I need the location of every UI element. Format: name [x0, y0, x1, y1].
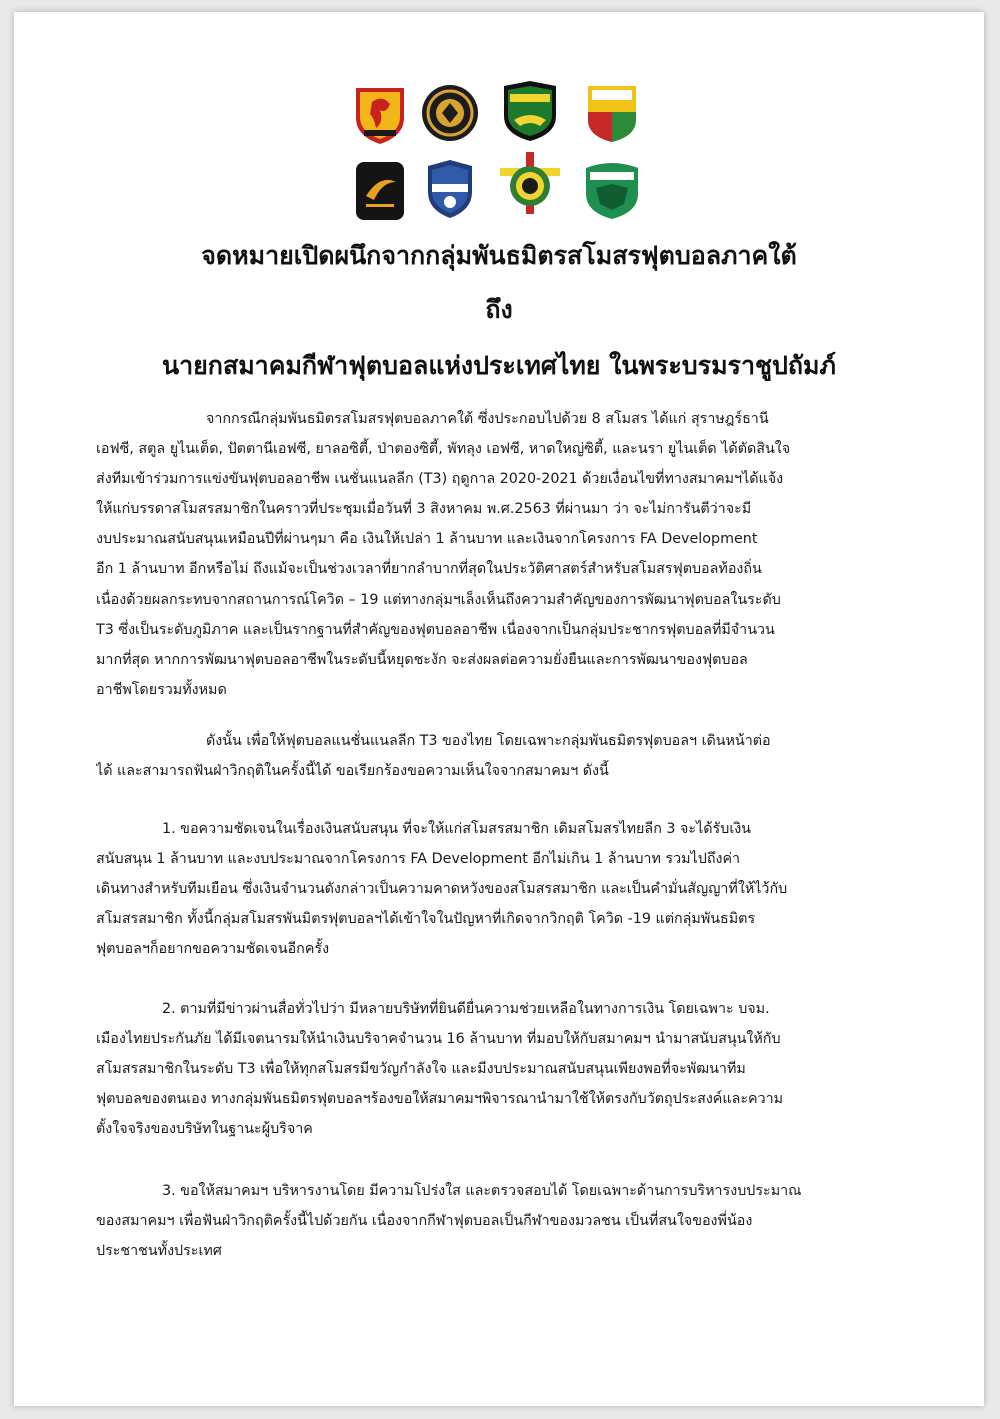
- text-line: สโมสรสมาชิก ทั้งนี้กลุ่มสโมสรพันมิตรฟุตบอลฯได้เข้าใจในปัญหาที่เกิดจากวิกฤติ โควิด -19 แต่กลุ่มพันธมิตร: [96, 911, 756, 928]
- text-line: ได้ และสามารถฟันฝ่าวิกฤติในครั้งนี้ได้ ขอเรียกร้องขอความเห็นใจจากสมาคมฯ ดังนี้: [96, 763, 609, 780]
- club-logos: [14, 12, 984, 232]
- text-line: ประชาชนทั้งประเทศ: [96, 1243, 222, 1260]
- text-line: อีก 1 ล้านบาท อีกหรือไม่ ถึงแม้จะเป็นช่วงเวลาที่ยากลำบากที่สุดในประวัติศาสตร์สำหรับสโมสรฟุตบอลท้องถิ่น: [96, 561, 762, 578]
- text-line: สนับสนุน 1 ล้านบาท และงบประมาณจากโครงการ FA Development อีกไม่เกิน 1 ล้านบาท รวมไปถึงค่า: [96, 851, 741, 868]
- surat-thani-fc-logo: [350, 84, 410, 146]
- text-line: จากกรณีกลุ่มพันธมิตรสโมสรฟุตบอลภาคใต้ ซึ่งประกอบไปด้วย 8 สโมสร ได้แก่ สุราษฎร์ธานี: [206, 411, 769, 427]
- text-line: เดินทางสำหรับทีมเยือน ซึ่งเงินจำนวนดังกล่าวเป็นความคาดหวังของสโมสรสมาชิก และเป็นคำมั่นสัญญาที่ให้ไว้กับ: [96, 881, 788, 898]
- text-line: ดังนั้น เพื่อให้ฟุตบอลแนชั่นแนลลีก T3 ของไทย โดยเฉพาะกลุ่มพันธมิตรฟุตบอลฯ เดินหน้าต่อ: [206, 733, 771, 749]
- pattani-fc-logo: [500, 80, 560, 142]
- patong-city-logo: [350, 160, 410, 222]
- letter-page: [14, 12, 984, 1406]
- text-line: อาชีพโดยรวมทั้งหมด: [96, 681, 227, 698]
- text-line: ตั้งใจจริงของบริษัทในฐานะผู้บริจาค: [96, 1121, 313, 1138]
- phatthalung-fc-logo: [420, 158, 480, 220]
- text-line: 1. ขอความชัดเจนในเรื่องเงินสนับสนุน ที่จะให้แก่สโมสรสมาชิก เดิมสโมสรไทยลีก 3 จะได้รับเงิน: [162, 821, 751, 837]
- text-line: ฟุตบอลฯก็อยากขอความชัดเจนอีกครั้ง: [96, 941, 330, 958]
- text-line: 2. ตามที่มีข่าวผ่านสื่อทั่วไปว่า มีหลายบริษัทที่ยินดียื่นความช่วยเหลือในทางการเงิน โดยเฉพาะ บจม.: [162, 1001, 770, 1017]
- text-line: เนื่องด้วยผลกระทบจากสถานการณ์โควิด – 19 แต่ทางกลุ่มฯเล็งเห็นถึงความสำคัญของการพัฒนาฟุตบอลในระดับ: [96, 591, 781, 608]
- nara-united-logo: [582, 158, 642, 220]
- text-line: มากที่สุด หากการพัฒนาฟุตบอลอาชีพในระดับนี้หยุดชะงัก จะส่งผลต่อความยั่งยืนและการพัฒนาของฟุตบอล: [96, 651, 748, 668]
- text-line: T3 ซึ่งเป็นระดับภูมิภาค และเป็นรากฐานที่สำคัญของฟุตบอลอาชีพ เนื่องจากเป็นกลุ่มประชากรฟุตบอลที่มีจำนวน: [96, 621, 775, 638]
- text-line: ของสมาคมฯ เพื่อฟันฝ่าวิกฤติครั้งนี้ไปด้วยกัน เนื่องจากกีฬาฟุตบอลเป็นกีฬาของมวลชน เป็นที่สนใจของพี่น้อง: [96, 1213, 753, 1230]
- text-line: ให้แก่บรรดาสโมสรสมาชิกในคราวที่ประชุมเมื่อวันที่ 3 สิงหาคม พ.ศ.2563 ที่ผ่านมา ว่า จะไม่การันตีว่าจะมี: [96, 501, 752, 518]
- request-item-1: [96, 814, 902, 964]
- text-line: สโมสรสมาชิกในระดับ T3 เพื่อให้ทุกสโมสรมีขวัญกำลังใจ และมีงบประมาณสนับสนุนเพียงพอที่จะพัฒนาทีม: [96, 1061, 746, 1078]
- text-line: เมืองไทยประกันภัย ได้มีเจตนารมให้นำเงินบริจาคจำนวน 16 ล้านบาท ที่มอบให้กับสมาคมฯ นำมาสนับสนุนให้กับ: [96, 1031, 781, 1048]
- text-line: ฟุตบอลของตนเอง ทางกลุ่มพันธมิตรฟุตบอลฯร้องขอให้สมาคมฯพิจารณานำมาใช้ให้ตรงกับวัตถุประสงค์และความ: [96, 1091, 784, 1108]
- satun-united-logo: [420, 82, 480, 144]
- text-line: 3. ขอให้สมาคมฯ บริหารงานโดย มีความโปร่งใส และตรวจสอบได้ โดยเฉพาะด้านการบริหารงบประมาณ: [162, 1183, 802, 1199]
- request-item-3: [96, 1176, 902, 1266]
- request-item-2: [96, 994, 902, 1144]
- letter-title-line3: นายกสมาคมกีฬาฟุตบอลแห่งประเทศไทย ในพระบรมราชูปถัมภ์: [162, 351, 836, 380]
- text-line: เอฟซี, สตูล ยูไนเต็ด, ปัตตานีเอฟซี, ยาลอซิตี้, ป่าตองซิตี้, พัทลุง เอฟซี, หาดใหญ่ซิตี้, และนรา ยูไนเต็ด ได้ตัดสินใจ: [96, 441, 791, 458]
- text-line: ส่งทีมเข้าร่วมการแข่งขันฟุตบอลอาชีพ เนชั่นแนลลีก (T3) ฤดูกาล 2020-2021 ด้วยเงื่อนไขที่ทางสมาคมฯได้แจ้ง: [96, 471, 784, 488]
- text-line: งบประมาณสนับสนุนเหมือนปีที่ผ่านๆมา คือ เงินให้เปล่า 1 ล้านบาท และเงินจากโครงการ FA Development: [96, 531, 758, 548]
- hat-yai-city-logo: [500, 152, 560, 214]
- jalor-city-logo: [582, 82, 642, 144]
- paragraph-request: [96, 726, 902, 786]
- letter-title-line2: ถึง: [485, 295, 513, 324]
- paragraph-intro: [96, 404, 902, 705]
- letter-title-line1: จดหมายเปิดผนึกจากกลุ่มพันธมิตรสโมสรฟุตบอลภาคใต้: [201, 241, 797, 270]
